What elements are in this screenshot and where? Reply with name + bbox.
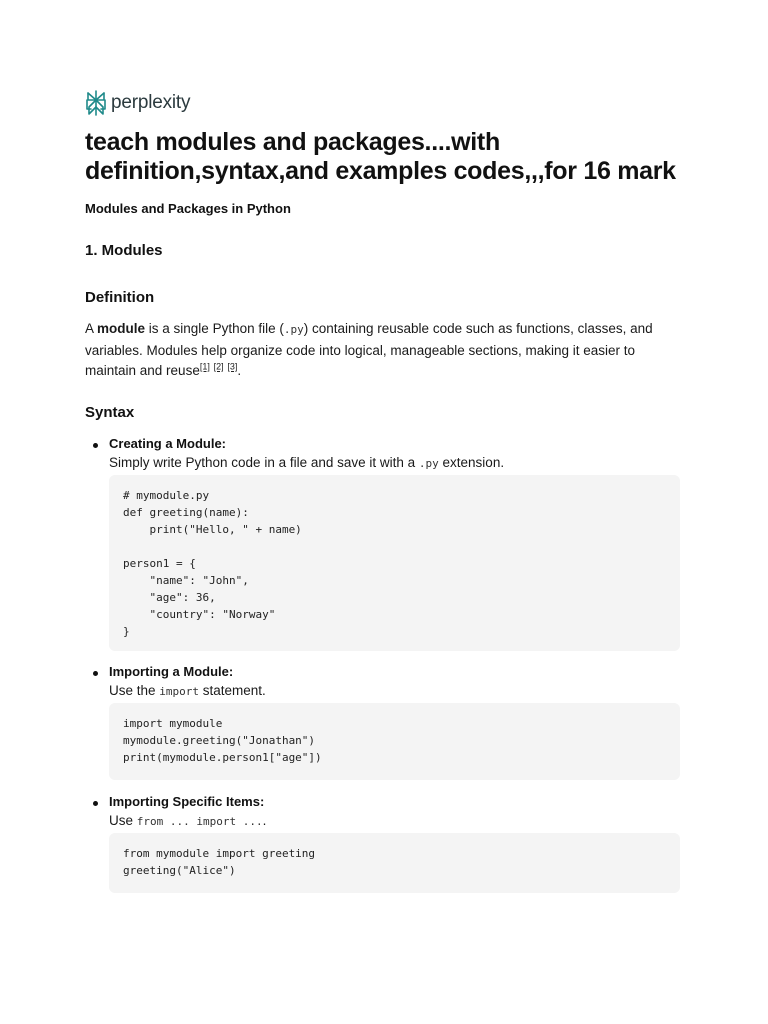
citation-link-2[interactable]: [2] <box>213 361 224 372</box>
desc-text-end: . <box>262 813 267 828</box>
desc-code: from ... import ... <box>136 815 263 828</box>
desc-text: Simply write Python code in a file and save it with a <box>109 455 419 470</box>
definition-text-mid: is a single Python file ( <box>145 321 284 336</box>
code-block[interactable] <box>109 475 680 651</box>
py-extension-code: .py <box>283 323 304 336</box>
definition-text-rest: ) containing reusable code such as functions, classes, and variables. Modules help organize code into logical, manageable sections, making it easier to maintain and reuse <box>85 321 653 378</box>
code-content: import mymodule mymodule.greeting("Jonathan") print(mymodule.person1["age"]) <box>123 717 322 764</box>
definition-text-end: . <box>237 363 242 378</box>
list-item-heading: Importing Specific Items: <box>109 794 265 809</box>
code-block[interactable] <box>109 703 680 780</box>
brand-logo[interactable] <box>85 90 190 116</box>
desc-code: .py <box>418 457 439 470</box>
page-title: teach modules and packages....with definition,syntax,and examples codes,,,for 16 mark <box>85 128 676 185</box>
syntax-heading: Syntax <box>85 404 135 421</box>
desc-text: Use the <box>109 683 160 698</box>
desc-text-end: statement. <box>199 683 266 698</box>
bullet-dot <box>93 443 98 448</box>
brand-name: perplexity <box>111 92 191 113</box>
code-block[interactable] <box>109 833 680 893</box>
code-content: # mymodule.py def greeting(name): print("Hello, " + name) person1 = { "name": "John", "age": 36, "country": "Norway" } <box>123 489 302 638</box>
perplexity-logo-icon <box>85 90 107 116</box>
desc-code: import <box>159 685 200 698</box>
list-item-description <box>109 683 266 698</box>
section-heading-modules: 1. Modules <box>85 242 163 259</box>
module-term: module <box>97 321 146 336</box>
bullet-dot <box>93 801 98 806</box>
desc-text-end: extension. <box>438 455 505 470</box>
list-item-description <box>109 455 504 470</box>
definition-heading: Definition <box>85 289 155 306</box>
bullet-dot <box>93 671 98 676</box>
list-item-description <box>109 813 266 828</box>
definition-paragraph <box>85 319 680 382</box>
document-subtitle: Modules and Packages in Python <box>85 201 291 216</box>
definition-text-start: A <box>85 321 98 336</box>
citation-link-3[interactable]: [3] <box>227 361 238 372</box>
citation-link-1[interactable]: [1] <box>199 361 210 372</box>
code-content: from mymodule import greeting greeting("Alice") <box>123 847 316 877</box>
list-item-heading: Creating a Module: <box>109 436 227 451</box>
list-item-heading: Importing a Module: <box>109 664 234 679</box>
desc-text: Use <box>109 813 137 828</box>
